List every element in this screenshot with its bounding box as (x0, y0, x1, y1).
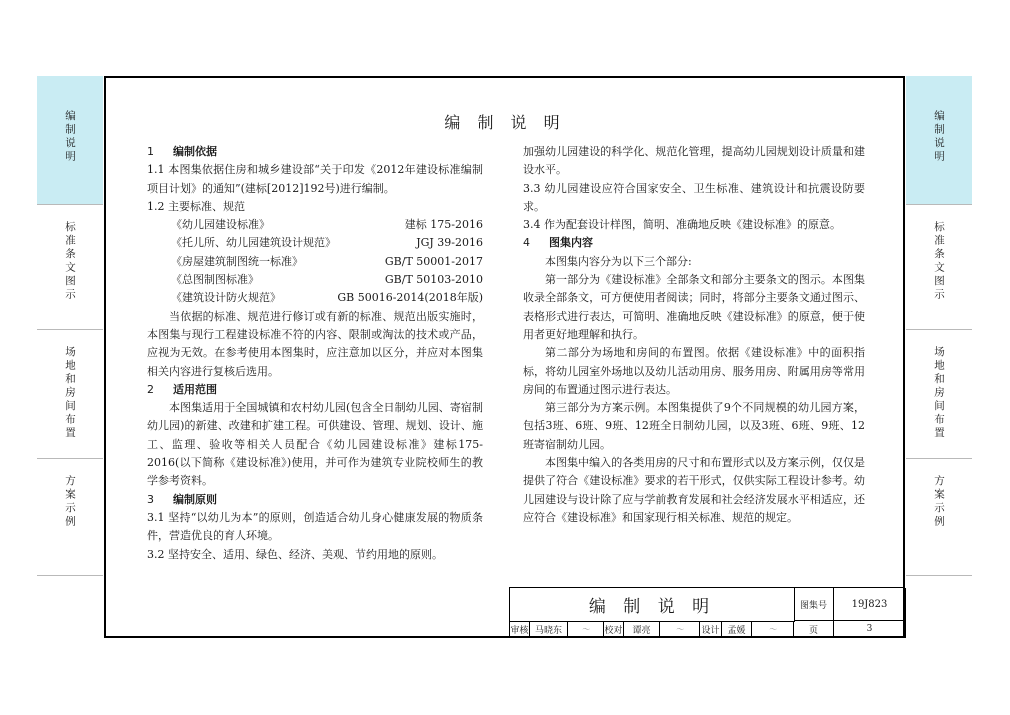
nav-tab-compilation-notes[interactable] (906, 76, 972, 205)
text-column-left (147, 143, 483, 564)
paragraph: 1.2 主要标准、规范 (147, 199, 245, 213)
designer-signature: ～ (752, 621, 794, 638)
section-heading: 4 图集内容 (523, 236, 593, 250)
reviewer-signature: ～ (568, 621, 604, 638)
paragraph: 本图集内容分为以下三个部分: (545, 254, 692, 268)
checker-signature: ～ (660, 621, 700, 638)
standard-row: 《托儿所、幼儿园建筑设计规范》 JGJ 39-2016 (171, 236, 483, 250)
page-number: 3 (834, 621, 906, 638)
nav-tab-label: 标准条文图示 (64, 221, 76, 302)
section-heading: 2 适用范围 (147, 382, 217, 396)
nav-tab-label: 场地和房间布置 (933, 346, 945, 441)
standard-row: 《建筑设计防火规范》 GB 50016-2014(2018年版) (171, 291, 483, 305)
nav-tab-standard-illustrations[interactable] (37, 205, 103, 330)
paragraph: 第三部分为方案示例。本图集提供了9个不同规模的幼儿园方案，包括3班、6班、9班、12班全日制幼儿园，以及3班、6班、9班、12班寄宿制幼儿园。 (523, 401, 865, 451)
nav-tab-label: 场地和房间布置 (64, 346, 76, 441)
nav-tab-label: 方案示例 (64, 475, 76, 529)
paragraph: 第二部分为场地和房间的布置图。依据《建设标准》中的面积指标，将幼儿园室外场地以及幼儿活动用房、服务用房、附属用房等常用房间的布置通过图示进行表达。 (523, 346, 865, 396)
page-label: 页 (794, 621, 834, 638)
nav-tab-site-room-layout[interactable] (906, 330, 972, 459)
check-label: 校对 (604, 621, 624, 638)
atlas-number: 19J823 (834, 588, 906, 621)
paragraph: 3.4 作为配套设计样图，简明、准确地反映《建设标准》的原意。 (523, 218, 841, 232)
nav-tab-label: 方案示例 (933, 475, 945, 529)
standard-row: 《房屋建筑制图统一标准》 GB/T 50001-2017 (171, 254, 483, 268)
review-label: 审核 (510, 621, 530, 638)
paragraph: 第一部分为《建设标准》全部条文和部分主要条文的图示。本图集收录全部条文，可方便使用者阅读；同时，将部分主要条文通过图示、表格形式进行表达，可简明、准确地反映《建设标准》的原意，便于使用者更好地理解和执行。 (523, 273, 865, 341)
nav-tab-scheme-examples[interactable] (37, 459, 103, 576)
title-block-name: 编 制 说 明 (510, 588, 795, 622)
paragraph: 3.3 幼儿园建设应符合国家安全、卫生标准、建筑设计和抗震设防要求。 (523, 181, 865, 213)
nav-tab-label: 标准条文图示 (933, 221, 945, 302)
paragraph: 本图集适用于全国城镇和农村幼儿园(包含全日制幼儿园、寄宿制幼儿园)的新建、改建和扩建工程。可供建设、管理、规划、设计、施工、监理、验收等相关人员配合《幼儿园建设标准》建标175-2016(以下简称《建设标准》)使用，并可作为建筑专业院校师生的教学参考资料。 (147, 401, 483, 488)
nav-tab-standard-illustrations[interactable] (906, 205, 972, 330)
paragraph: 3.2 坚持安全、适用、绿色、经济、美观、节约用地的原则。 (147, 547, 443, 561)
nav-tab-label: 编制说明 (64, 110, 76, 164)
section-heading: 1 编制依据 (147, 145, 217, 158)
design-label: 设计 (700, 621, 722, 638)
nav-tab-scheme-examples[interactable] (906, 459, 972, 576)
title-block (509, 587, 905, 638)
checker-name: 谭亮 (624, 621, 660, 638)
reviewer-name: 马晓东 (530, 621, 568, 638)
atlas-number-label: 图集号 (794, 588, 834, 621)
nav-tab-label: 编制说明 (933, 110, 945, 164)
paragraph: 3.1 坚持“以幼儿为本”的原则，创造适合幼儿身心健康发展的物质条件，营造优良的育人环境。 (147, 510, 483, 543)
section-heading: 3 编制原则 (147, 492, 217, 506)
nav-tab-compilation-notes[interactable] (37, 76, 103, 205)
page-title: 编 制 说 明 (444, 113, 566, 132)
text-column-right (523, 143, 865, 527)
standard-row: 《总图制图标准》 GB/T 50103-2010 (171, 273, 483, 287)
nav-tab-site-room-layout[interactable] (37, 330, 103, 459)
paragraph: 1.1 本图集依据住房和城乡建设部“关于印发《2012年建设标准编制项目计划》的通知”(建标[2012]192号)进行编制。 (147, 163, 483, 195)
paragraph: 当依据的标准、规范进行修订或有新的标准、规范出版实施时，本图集与现行工程建设标准不符的内容、限制或淘汰的技术或产品，应视为无效。在参考使用本图集时，应注意加以区分，并应对本图集相关内容进行复核后选用。 (147, 309, 483, 378)
paragraph: 本图集中编入的各类用房的尺寸和布置形式以及方案示例，仅仅是提供了符合《建设标准》要求的若干形式，仅供实际工程设计参考。幼儿园建设与设计除了应与学前教育发展和社会经济发展水平相适应，还应符合《建设标准》和国家现行相关标准、规范的规定。 (523, 456, 865, 524)
standard-row: 《幼儿园建设标准》 建标 175-2016 (171, 218, 483, 232)
designer-name: 孟媛 (722, 621, 752, 638)
paragraph: 加强幼儿园建设的科学化、规范化管理，提高幼儿园规划设计质量和建设水平。 (523, 145, 865, 177)
